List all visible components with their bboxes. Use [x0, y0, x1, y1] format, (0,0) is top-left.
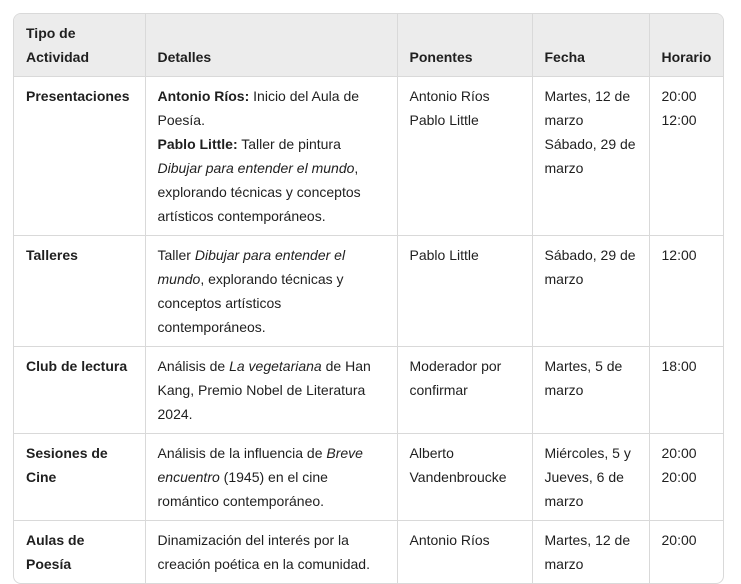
work-title: La vegetariana — [229, 358, 322, 374]
header-detalles: Detalles — [145, 14, 397, 77]
cell-fecha — [532, 434, 649, 521]
header-ponentes: Ponentes — [397, 14, 532, 77]
cell-tipo: Aulas de Poesía — [14, 521, 145, 584]
header-horario: Horario — [649, 14, 723, 77]
cell-detalles — [145, 77, 397, 236]
cell-horario — [649, 236, 723, 347]
header-row — [14, 14, 723, 77]
horario: 20:00 — [661, 532, 697, 548]
work-title: Dibujar para entender el mundo — [157, 247, 346, 287]
cell-fecha — [532, 347, 649, 434]
header-fecha: Fecha — [532, 14, 649, 77]
cell-detalles — [145, 236, 397, 347]
cell-fecha — [532, 77, 649, 236]
activities-table — [13, 13, 724, 584]
fecha: Miércoles, 5 y Jueves, 6 de marzo — [544, 445, 631, 509]
horario: 20:00 — [661, 88, 697, 104]
cell-ponentes — [397, 347, 532, 434]
detail-text: Análisis de la influencia de — [157, 445, 327, 461]
ponente: Alberto Vandenbroucke — [409, 445, 507, 485]
detail-paragraph — [158, 84, 385, 132]
detail-text: , explorando técnicas y conceptos artísticos contemporáneos. — [157, 160, 361, 224]
speaker-name: Pablo Little: — [157, 136, 238, 152]
cell-horario — [649, 77, 723, 236]
detail-text: (1945) en el cine romántico contemporáneo. — [157, 469, 328, 509]
cell-detalles — [145, 521, 397, 584]
table-row — [14, 521, 723, 584]
ponente: Pablo Little — [409, 247, 479, 263]
cell-ponentes — [397, 521, 532, 584]
detail-text: Dinamización del interés por la creación poética en la comunidad. — [157, 532, 370, 572]
cell-detalles — [145, 347, 397, 434]
horario: 18:00 — [661, 358, 697, 374]
ponente: Antonio Ríos — [409, 88, 490, 104]
cell-horario — [649, 434, 723, 521]
cell-tipo: Talleres — [14, 236, 145, 347]
fecha: Sábado, 29 de marzo — [544, 136, 636, 176]
fecha: Martes, 12 de marzo — [544, 88, 631, 128]
work-title: Breve encuentro — [157, 445, 363, 485]
cell-ponentes — [397, 77, 532, 236]
detail-text: de Han Kang, Premio Nobel de Literatura 2024. — [157, 358, 371, 422]
cell-horario — [649, 521, 723, 584]
cell-ponentes — [397, 236, 532, 347]
cell-fecha — [532, 236, 649, 347]
table-body — [14, 77, 723, 584]
ponente: Moderador por confirmar — [409, 358, 502, 398]
work-title: Dibujar para entender el mundo — [157, 160, 355, 176]
ponente: Antonio Ríos — [409, 532, 490, 548]
table-row — [14, 77, 723, 236]
table-row — [14, 236, 723, 347]
detail-paragraph — [158, 132, 385, 228]
table-row — [14, 347, 723, 434]
fecha: Martes, 5 de marzo — [544, 358, 623, 398]
cell-tipo: Sesiones de Cine — [14, 434, 145, 521]
fecha: Martes, 12 de marzo — [544, 532, 631, 572]
horario: 20:00 — [661, 445, 697, 461]
detail-text: Taller de pintura — [237, 136, 341, 152]
horario: 12:00 — [661, 247, 697, 263]
cell-horario — [649, 347, 723, 434]
speaker-name: Antonio Ríos: — [157, 88, 250, 104]
detail-text: Taller — [157, 247, 195, 263]
detail-text: , explorando técnicas y conceptos artísticos contemporáneos. — [157, 271, 344, 335]
fecha: Sábado, 29 de marzo — [544, 247, 636, 287]
horario: 20:00 — [661, 469, 697, 485]
table-header — [14, 14, 723, 77]
cell-detalles — [145, 434, 397, 521]
horario: 12:00 — [661, 112, 697, 128]
detail-text: Análisis de — [157, 358, 230, 374]
activities-table-grid — [14, 14, 723, 583]
cell-fecha — [532, 521, 649, 584]
detail-text: Inicio del Aula de Poesía. — [157, 88, 360, 128]
table-row — [14, 434, 723, 521]
cell-tipo: Presentaciones — [14, 77, 145, 236]
header-tipo: Tipo de Actividad — [14, 14, 145, 77]
cell-ponentes — [397, 434, 532, 521]
ponente: Pablo Little — [409, 112, 479, 128]
cell-tipo: Club de lectura — [14, 347, 145, 434]
